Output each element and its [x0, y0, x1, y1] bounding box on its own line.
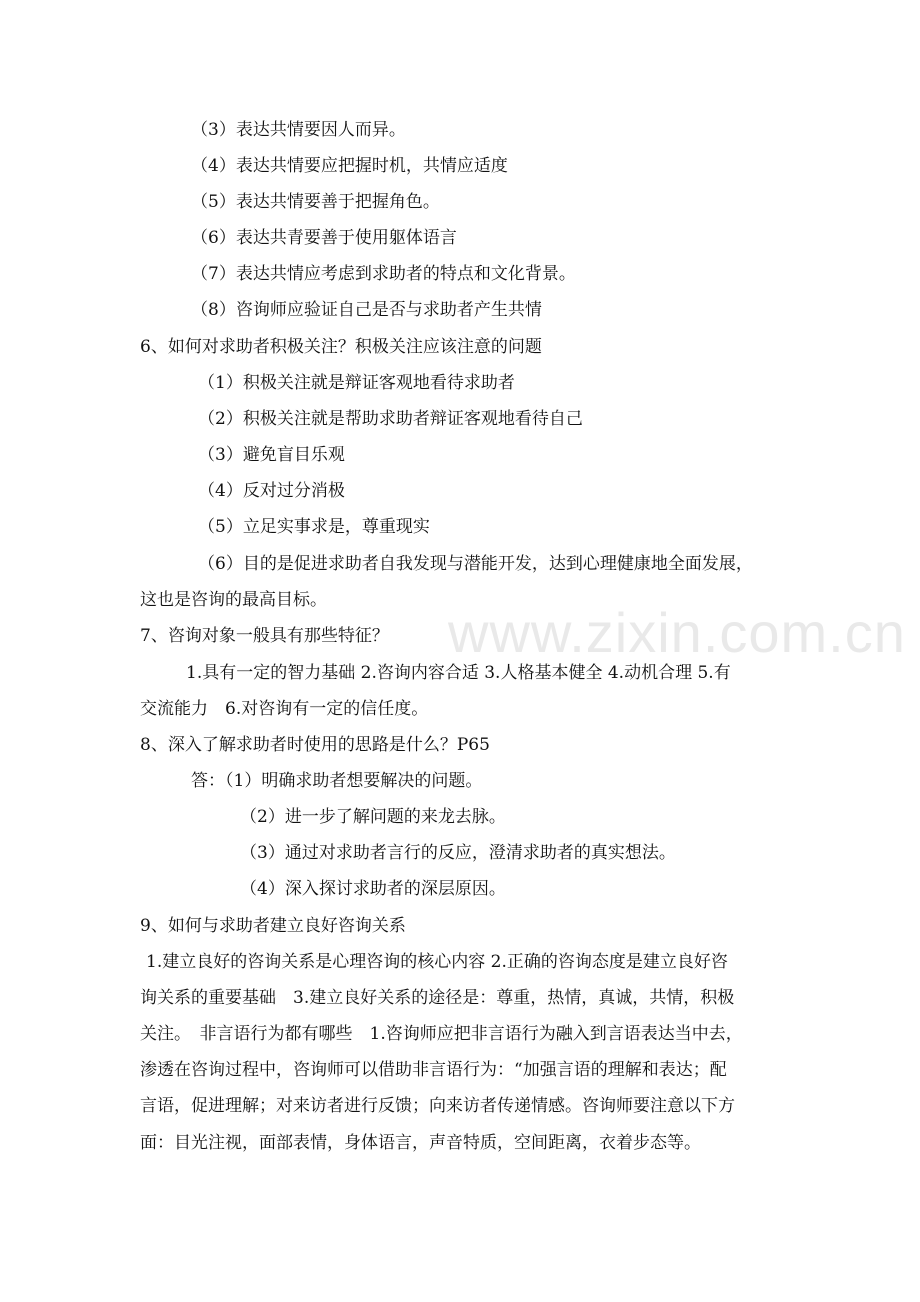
section-heading: 9、如何与求助者建立良好咨询关系	[140, 916, 406, 936]
text-line: （3）表达共情要因人而异。	[191, 120, 406, 140]
text-line: （4）表达共情要应把握时机，共情应适度	[191, 156, 508, 176]
text-line: （3）通过对求助者言行的反应，澄清求助者的真实想法。	[240, 843, 676, 863]
text-line: 交流能力 6.对咨询有一定的信任度。	[140, 699, 429, 719]
text-line: 1.具有一定的智力基础 2.咨询内容合适 3.人格基本健全 4.动机合理 5.有	[186, 663, 731, 683]
text-line: （2）进一步了解问题的来龙去脉。	[240, 807, 506, 827]
text-line: 关注。 非言语行为都有哪些 1.咨询师应把非言语行为融入到言语表达当中去，	[140, 1024, 743, 1044]
text-line: （6）目的是促进求助者自我发现与潜能开发，达到心理健康地全面发展，	[198, 554, 753, 574]
text-line: （5）立足实事求是，尊重现实	[198, 517, 430, 537]
text-line: （3）避免盲目乐观	[198, 445, 345, 465]
text-line: 言语，促进理解；对来访者进行反馈；向来访者传递情感。咨询师要注意以下方	[140, 1096, 735, 1116]
section-heading: 7、咨询对象一般具有那些特征？	[140, 626, 389, 646]
text-line: 面：目光注视，面部表情，身体语言，声音特质，空间距离，衣着步态等。	[140, 1133, 701, 1153]
text-line: （2）积极关注就是帮助求助者辩证客观地看待自己	[198, 409, 583, 429]
text-line: （1）积极关注就是辩证客观地看待求助者	[198, 373, 515, 393]
text-line: 这也是咨询的最高目标。	[140, 590, 327, 610]
text-line: （5）表达共情要善于把握角色。	[191, 192, 440, 212]
text-line: （4）反对过分消极	[198, 481, 345, 501]
text-line: （8）咨询师应验证自己是否与求助者产生共情	[191, 300, 542, 320]
section-heading: 6、如何对求助者积极关注？积极关注应该注意的问题	[140, 337, 542, 357]
text-line: （7）表达共情应考虑到求助者的特点和文化背景。	[191, 264, 576, 284]
text-line: 1.建立良好的咨询关系是心理咨询的核心内容 2.正确的咨询态度是建立良好咨	[146, 952, 728, 972]
text-line: 答：（1）明确求助者想要解决的问题。	[191, 771, 483, 791]
text-line: 询关系的重要基础 3.建立良好关系的途径是：尊重，热情，真诚，共情，积极	[140, 988, 735, 1008]
text-line: （6）表达共青要善于使用躯体语言	[191, 228, 457, 248]
text-line: 渗透在咨询过程中，咨询师可以借助非言语行为：“加强言语的理解和表达；配	[140, 1060, 727, 1080]
text-line: （4）深入探讨求助者的深层原因。	[240, 879, 506, 899]
watermark-text: www.zixin.com.cn	[448, 601, 906, 664]
section-heading: 8、深入了解求助者时使用的思路是什么？P65	[140, 735, 490, 755]
